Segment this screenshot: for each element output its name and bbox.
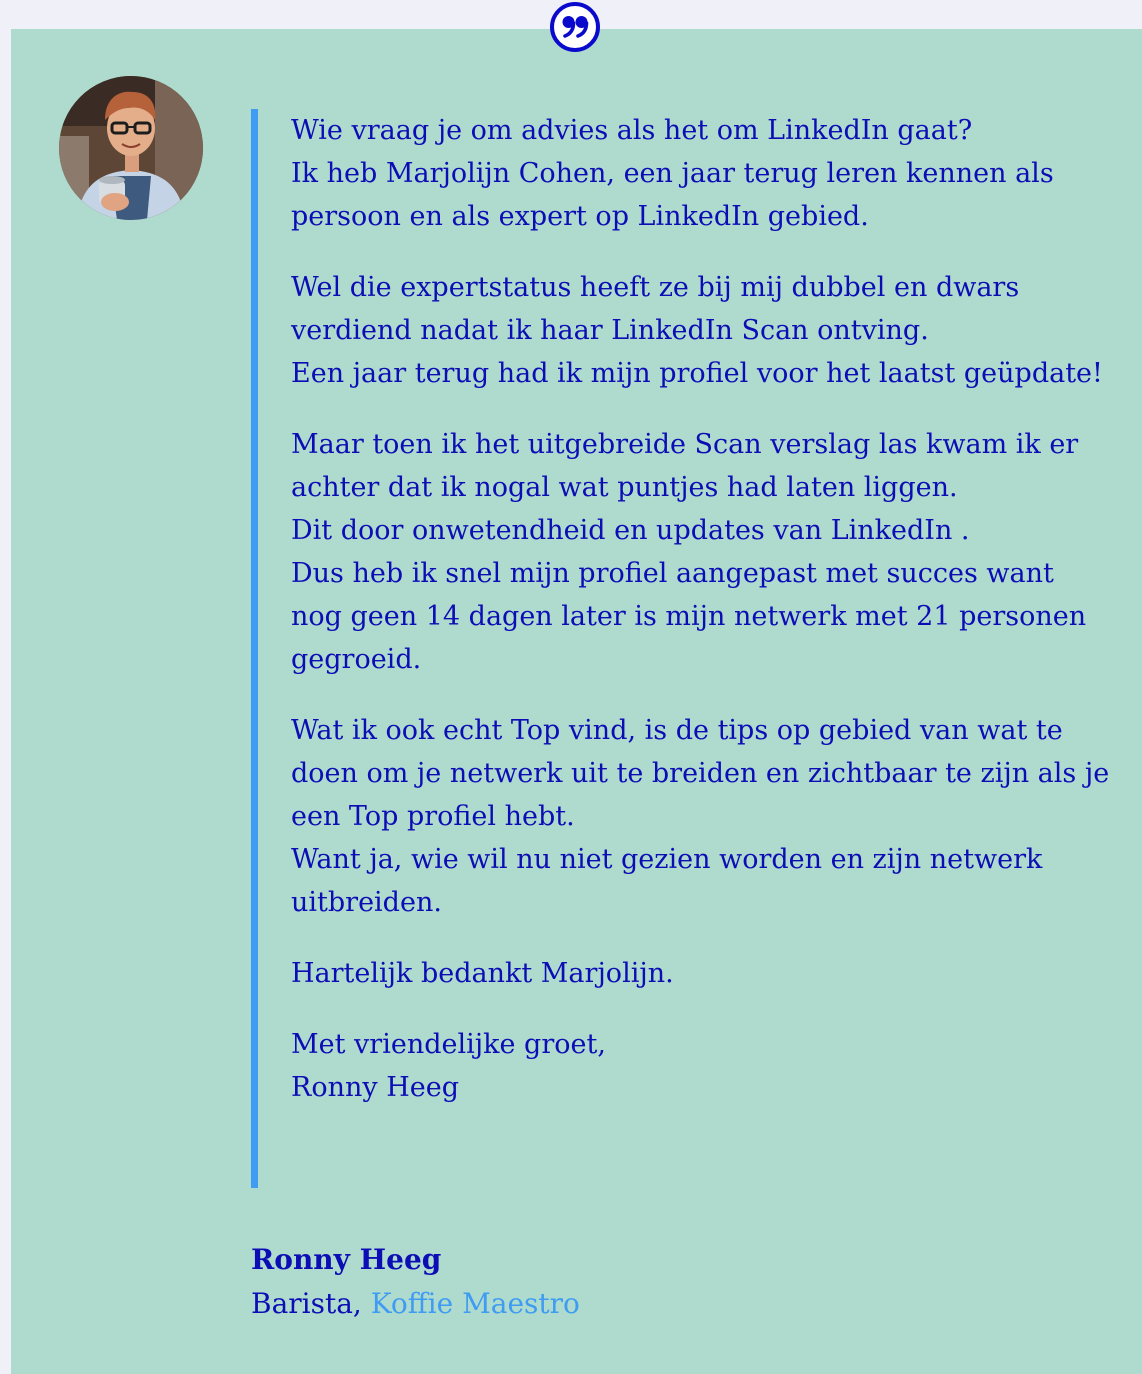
- quote-paragraph: Maar toen ik het uitgebreide Scan verslag las kwam ik er achter dat ik nogal wat puntjes had laten liggen. Dit door onwetendheid en updates van LinkedIn . Dus heb ik snel mijn profiel aangepast met succes want nog geen 14 dagen later is mijn netwerk met 21 personen gegroeid.: [291, 429, 1087, 675]
- author-name: Ronny Heeg: [251, 1243, 442, 1276]
- testimonial-quote: [251, 109, 1111, 1188]
- quote-paragraph: Hartelijk bedankt Marjolijn.: [291, 958, 674, 989]
- author-role-line: [251, 1287, 580, 1321]
- quote-paragraph: Wie vraag je om advies als het om LinkedIn gaat? Ik heb Marjolijn Cohen, een jaar terug leren kennen als persoon en als expert op LinkedIn gebied.: [291, 115, 1054, 232]
- quote-paragraph: Wat ik ook echt Top vind, is de tips op gebied van wat te doen om je netwerk uit te breiden en zichtbaar te zijn als je een Top profiel hebt. Want ja, wie wil nu niet gezien worden en zijn netwerk uitbreiden.: [291, 715, 1110, 918]
- testimonial-card: [11, 29, 1142, 1374]
- quote-paragraph: Met vriendelijke groet, Ronny Heeg: [291, 1029, 606, 1103]
- company-link[interactable]: Koffie Maestro: [370, 1287, 580, 1320]
- author-role: Barista,: [251, 1287, 371, 1320]
- quote-icon: [550, 2, 600, 52]
- avatar: [59, 76, 203, 220]
- quote-paragraph: Wel die expertstatus heeft ze bij mij dubbel en dwars verdiend nadat ik haar LinkedIn Scan ontving. Een jaar terug had ik mijn profiel voor het laatst geüpdate!: [291, 272, 1103, 389]
